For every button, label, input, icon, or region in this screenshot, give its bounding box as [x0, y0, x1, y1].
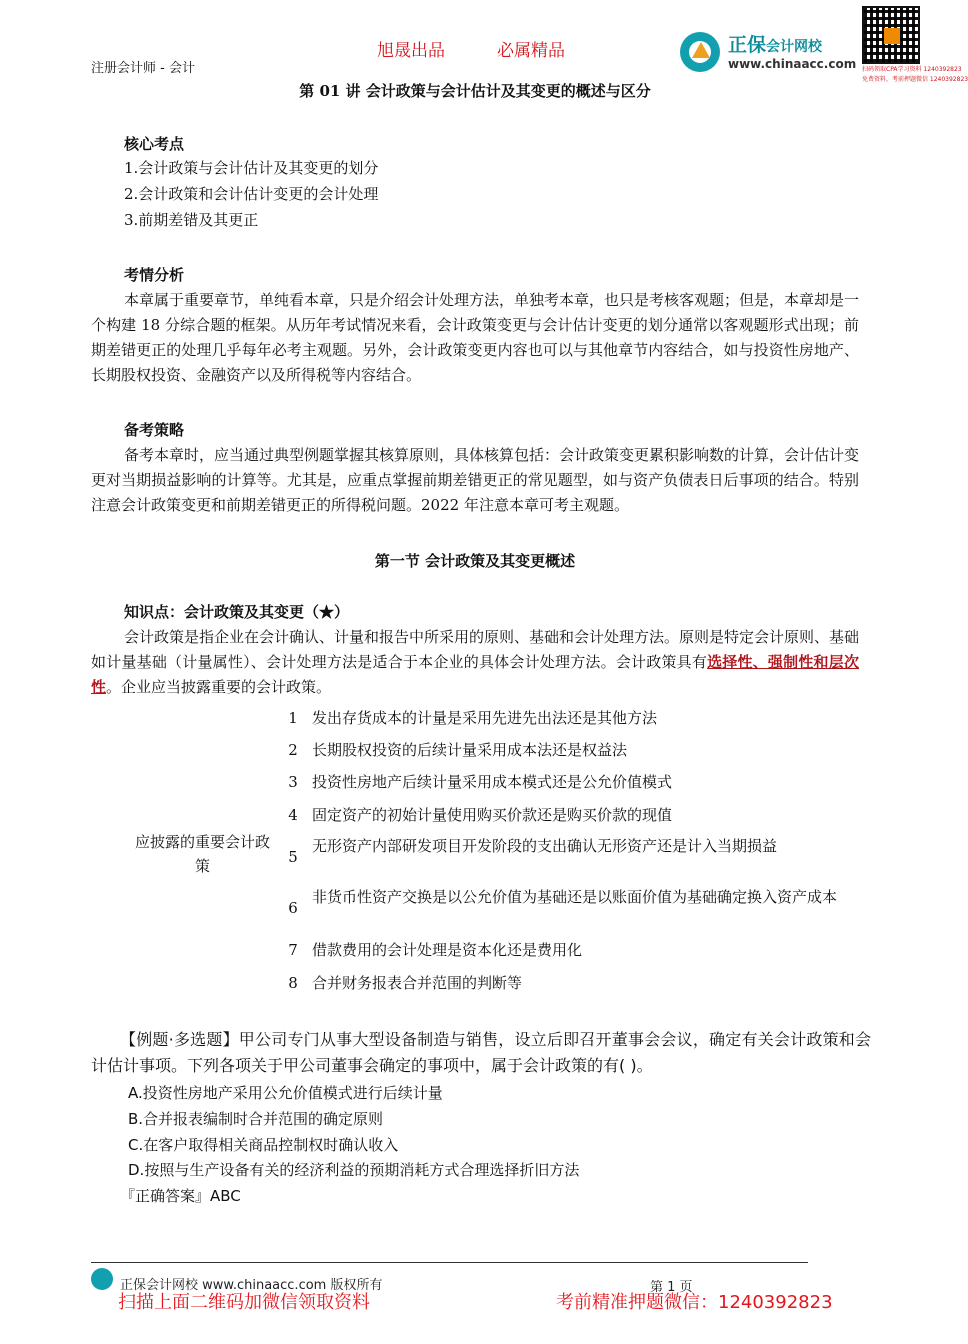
strategy-heading: 备考策略 — [124, 421, 185, 439]
footer-copyright: 正保会计网校 www.chinaacc.com 版权所有 — [120, 1278, 383, 1293]
course-name: 注册会计师 - 会计 — [91, 61, 195, 76]
option-a: A.投资性房地产采用公允价值模式进行后续计量 — [128, 1084, 443, 1102]
logo-sub: 会计网校 — [766, 39, 823, 55]
page-number: 第 1 页 — [650, 1280, 693, 1295]
slogan-right: 必属精品 — [497, 41, 565, 61]
slogan-left: 旭晟出品 — [377, 41, 445, 61]
logo-name: 正保 — [728, 34, 767, 56]
option-d: D.按照与生产设备有关的经济利益的预期消耗方式合理选择折旧方法 — [128, 1161, 580, 1179]
option-b: B.合并报表编制时合并范围的确定原则 — [128, 1110, 384, 1128]
qr-code-icon — [862, 6, 920, 64]
core-heading: 核心考点 — [124, 135, 185, 153]
footer-logo-icon — [91, 1268, 113, 1290]
option-c: C.在客户取得相关商品控制权时确认收入 — [128, 1136, 399, 1154]
core-list — [124, 155, 378, 233]
knowledge-heading: 知识点：会计政策及其变更（★） — [124, 603, 350, 621]
section-title: 第一节 会计政策及其变更概述 — [374, 552, 576, 570]
analysis-heading: 考情分析 — [124, 266, 185, 284]
list-item: 3.前期差错及其更正 — [124, 211, 259, 229]
list-item: 2.会计政策和会计估计变更的会计处理 — [124, 185, 379, 203]
qr-caption-1: 扫码领取CPA学习资料 1240392823 — [862, 66, 962, 73]
chinaacc-logo — [680, 30, 860, 76]
logo-url: www.chinaacc.com — [728, 57, 857, 71]
policy-table-label: 应披露的重要会计政策 — [134, 833, 270, 875]
qr-code — [862, 6, 968, 88]
knowledge-text: 会计政策是指企业在会计确认、计量和报告中所采用的原则、基础和会计处理方法。原则是特定会计原则、基础如计量基础（计量属性）、会计处理方法是适合于本企业的具体会计处理方法。会计政策具有选择性、强制性和层次性。企业应当披露重要的会计政策。 — [91, 628, 860, 696]
promo-left: 扫描上面二维码加微信领取资料 — [118, 1292, 370, 1313]
footer-divider — [91, 1262, 808, 1263]
promo-right: 考前精准押题微信：1240392823 — [556, 1292, 833, 1313]
analysis-text: 本章属于重要章节，单纯看本章，只是介绍会计处理方法，单独考本章，也只是考核客观题；但是，本章却是一个构建 18 分综合题的框架。从历年考试情况来看，会计政策变更与会计估计变更的划分通常以客观题形式出现；前期差错更正的处理几乎每年必考主观题。另外，会计政策变更内容也可以与其他章节内容结合，如与投资性房地产、长期股权投资、金融资产以及所得税等内容结合。 — [91, 291, 860, 384]
strategy-text: 备考本章时，应当通过典型例题掌握其核算原则，具体核算包括：会计政策变更累积影响数的计算，会计估计变更对当期损益影响的计算等。尤其是，应重点掌握前期差错更正的常见题型，如与资产负债表日后事项的结合。特别注意会计政策变更和前期差错更正的所得税问题。2022 年注意本章可考主观题。 — [91, 446, 860, 514]
list-item: 1.会计政策与会计估计及其变更的划分 — [124, 159, 379, 177]
logo-triangle-icon — [692, 42, 710, 58]
lecture-title: 第 01 讲 会计政策与会计估计及其变更的概述与区分 — [299, 82, 651, 100]
example-question: 【例题·多选题】甲公司专门从事大型设备制造与销售，设立后即召开董事会会议，确定有关会计政策和会计估计事项。下列各项关于甲公司董事会确定的事项中，属于会计政策的有( )。 — [91, 1030, 871, 1075]
qr-caption-2: 免费资料，考前押题微信 1240392823 — [862, 76, 968, 83]
correct-answer: 『正确答案』ABC — [120, 1187, 241, 1205]
emphasis-text: 选择性、强制性和层次性 — [91, 653, 859, 696]
